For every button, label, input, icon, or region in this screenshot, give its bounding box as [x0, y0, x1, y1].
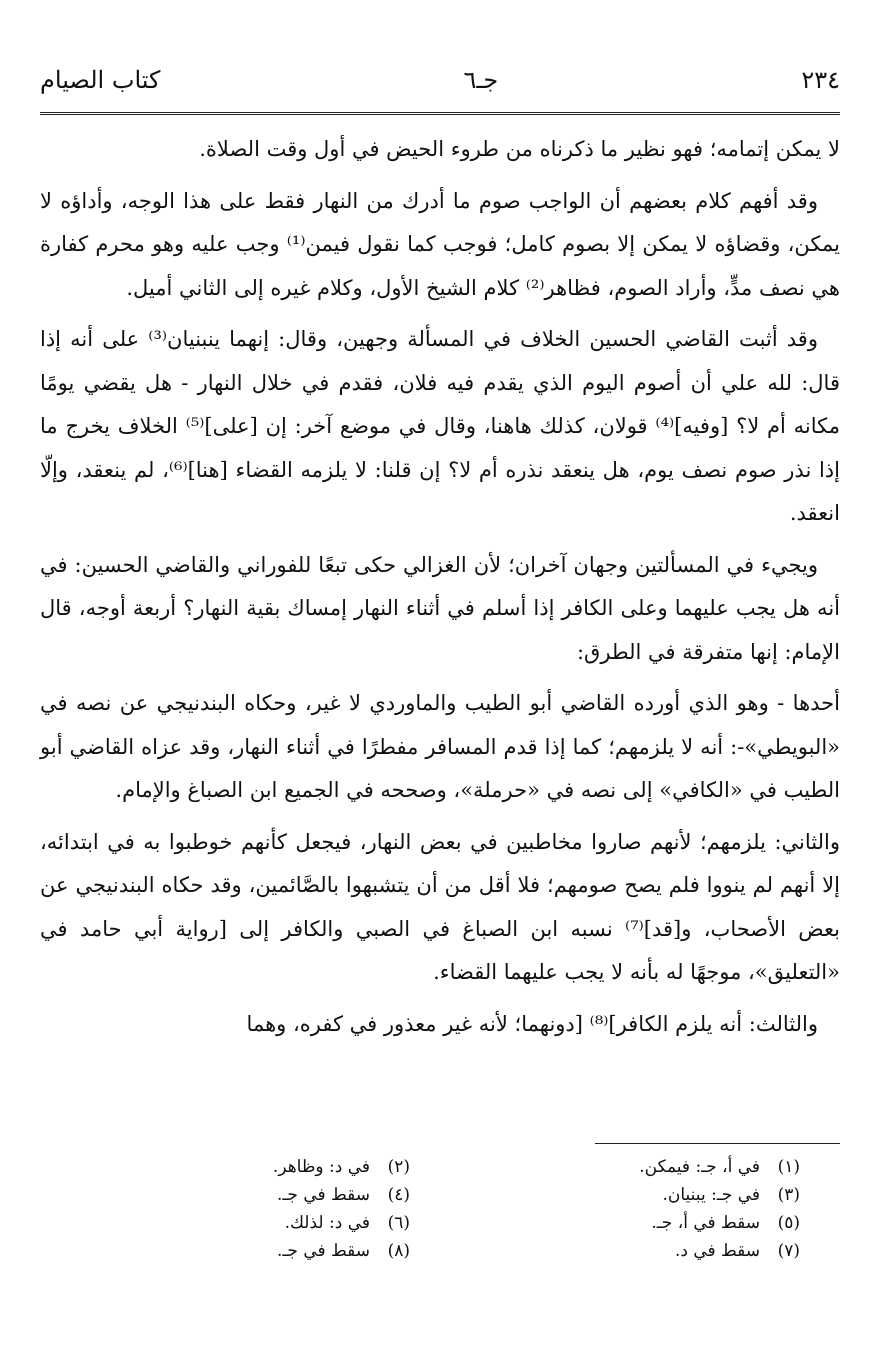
footnote-text: في أ، جـ: فيمكن. [639, 1157, 760, 1177]
paragraph: والثاني: يلزمهم؛ لأنهم صاروا مخاطبين في بعض النهار، فيجعل كأنهم خوطبوا به في ابتدائه، إلا أنهم لم ينووا فلم يصح صومهم؛ فلا أقل من أن يتشبهوا بالصَّائمين، وقد حكاه البندنيجي عن بعض الأصحاب، و[قد]⁽⁷⁾ نسبه ابن الصباغ في الصبي والكافر إلى [رواية أبي حامد في «التعليق»، موجهًا له بأنه لا يجب عليهما القضاء. [40, 829, 840, 984]
footnote-number: (٤) [387, 1185, 410, 1205]
footnote-text: في جـ: يبنيان. [662, 1185, 760, 1205]
footnote-text: سقط في د. [674, 1241, 760, 1261]
footnote-number: (٢) [387, 1157, 410, 1177]
footnote-2 [60, 1153, 410, 1181]
footnote-text: سقط في أ، جـ. [651, 1213, 760, 1233]
footnote-text: سقط في جـ. [277, 1241, 370, 1261]
footnote-number: (٧) [777, 1241, 800, 1261]
footnote-6 [60, 1209, 410, 1237]
book-title: كتاب الصيام [40, 66, 161, 94]
footnote-number: (٨) [387, 1241, 410, 1261]
footnote-text: في د: لذلك. [284, 1213, 370, 1233]
footnotes [60, 1153, 800, 1265]
paragraph: لا يمكن إتمامه؛ فهو نظير ما ذكرناه من طروء الحيض في أول وقت الصلاة. [199, 137, 840, 161]
main-text [40, 128, 840, 1046]
paragraph: وقد أثبت القاضي الحسين الخلاف في المسألة وجهين، وقال: إنهما ينبنيان⁽³⁾ على أنه إذا قال: لله علي أن أصوم اليوم الذي يقدم فيه فلان، فقدم في خلال النهار - هل يقضي يومًا مكانه أم لا؟ [وفيه]⁽⁴⁾ قولان، كذلك هاهنا، وقال في موضع آخر: إن [على]⁽⁵⁾ الخلاف يخرج ما إذا نذر صوم نصف يوم، هل ينعقد نذره أم لا؟ إن قلنا: لا يلزمه القضاء [هنا]⁽⁶⁾، لم ينعقد، وإلّا انعقد. [40, 327, 840, 525]
paragraph: وقد أفهم كلام بعضهم أن الواجب صوم ما أدرك من النهار فقط على هذا الوجه، وأداؤه لا يمكن، وقضاؤه لا يمكن إلا بصوم كامل؛ فوجب كما نقول فيمن⁽¹⁾ وجب عليه وهو محرم كفارة هي نصف مدٍّ، وأراد الصوم، فظاهر⁽²⁾ كلام الشيخ الأول، وكلام غيره إلى الثاني أميل. [40, 188, 840, 300]
footnote-1 [450, 1153, 800, 1181]
paragraph: ويجيء في المسألتين وجهان آخران؛ لأن الغزالي حكى تبعًا للفوراني والقاضي الحسين: في أنه هل يجب عليهما وعلى الكافر إذا أسلم في أثناء النهار إمساك بقية النهار؟ أربعة أوجه، قال الإمام: إنها متفرقة في الطرق: [40, 552, 840, 664]
running-header [40, 58, 840, 102]
footnote-divider [595, 1143, 840, 1144]
paragraph: والثالث: أنه يلزم الكافر]⁽⁸⁾ [دونهما؛ لأنه غير معذور في كفره، وهما [246, 1011, 818, 1036]
footnote-text: سقط في جـ. [277, 1185, 370, 1205]
footnote-4 [60, 1181, 410, 1209]
footnote-7 [450, 1237, 800, 1265]
page-number: ٢٣٤ [801, 66, 840, 94]
footnote-5 [450, 1209, 800, 1237]
header-divider [40, 112, 840, 115]
footnote-number: (٦) [387, 1213, 410, 1233]
footnote-number: (٥) [777, 1213, 800, 1233]
footnote-number: (١) [777, 1157, 800, 1177]
footnote-3 [450, 1181, 800, 1209]
footnote-text: في د: وظاهر. [272, 1157, 370, 1177]
volume-label: جـ٦ [463, 66, 499, 94]
footnote-number: (٣) [777, 1185, 800, 1205]
footnote-8 [60, 1237, 410, 1265]
paragraph: أحدها - وهو الذي أورده القاضي أبو الطيب والماوردي لا غير، وحكاه البندنيجي عن نصه في «البويطي»-: أنه لا يلزمهم؛ كما إذا قدم المسافر مفطرًا في أثناء النهار، وقد عزاه القاضي أبو الطيب في «الكافي» إلى نصه في «حرملة»، وصححه في الجميع ابن الصباغ والإمام. [40, 691, 840, 802]
